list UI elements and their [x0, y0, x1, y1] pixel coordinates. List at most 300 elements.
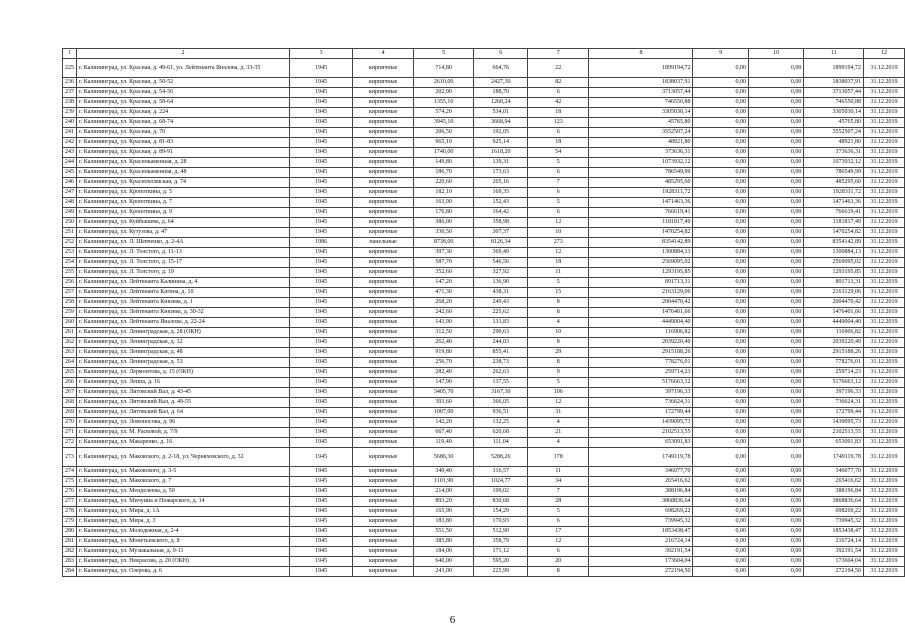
table-cell: 259714,23: [804, 368, 864, 378]
table-cell: г. Калининград, ул. Лермонтова, д. 15 (ОКН): [77, 368, 290, 378]
table-cell: 393,60: [413, 398, 474, 408]
table-cell: 265416,62: [804, 477, 864, 487]
table-cell: 176,80: [413, 208, 474, 218]
table-cell: 1749119,78: [589, 448, 693, 467]
table-cell: 272: [63, 438, 77, 448]
table-cell: 1945: [289, 467, 352, 477]
table-cell: 170,93: [474, 517, 528, 527]
table-cell: 240: [63, 118, 77, 128]
table-cell: 31.12.2019: [864, 308, 905, 318]
table-cell: 1073932,12: [589, 158, 693, 168]
table-cell: 268: [63, 398, 77, 408]
table-cell: г. Калининград, ул. Маковского, д. 3-5: [77, 467, 290, 477]
table-cell: кирпичные: [353, 198, 414, 208]
column-number-cell: 1: [63, 49, 77, 59]
table-cell: г. Калининград, ул. Красная, д. 54-56: [77, 88, 290, 98]
table-cell: кирпичные: [353, 378, 414, 388]
table-cell: 3868836,64: [804, 497, 864, 507]
table-cell: 0,00: [693, 328, 748, 338]
table-cell: 746550,88: [589, 98, 693, 108]
table-cell: 5: [528, 378, 589, 388]
table-cell: 31.12.2019: [864, 188, 905, 198]
column-number-cell: 6: [474, 49, 528, 59]
table-cell: 31.12.2019: [864, 557, 905, 567]
table-cell: 0,00: [748, 438, 803, 448]
table-cell: 259: [63, 308, 77, 318]
table-cell: 1945: [289, 408, 352, 418]
table-cell: г. Калининград, ул. Кутузова, д. 47: [77, 228, 290, 238]
table-cell: 316,57: [474, 467, 528, 477]
page-number: 6: [449, 614, 456, 626]
table-row: [63, 418, 905, 428]
table-cell: кирпичные: [353, 178, 414, 188]
table-cell: 265: [63, 368, 77, 378]
table-cell: 252: [63, 238, 77, 248]
table-cell: 269: [63, 408, 77, 418]
table-cell: 257: [63, 288, 77, 298]
table-cell: кирпичные: [353, 318, 414, 328]
table-cell: 1945: [289, 358, 352, 368]
table-cell: 272194,50: [804, 567, 864, 577]
table-cell: 31.12.2019: [864, 448, 905, 467]
table-cell: 0,00: [748, 78, 803, 88]
table-cell: 15: [528, 288, 589, 298]
table-cell: кирпичные: [353, 268, 414, 278]
table-cell: 182,10: [413, 188, 474, 198]
table-row: [63, 268, 905, 278]
table-cell: 1471463,36: [589, 198, 693, 208]
table-cell: 0,00: [748, 158, 803, 168]
table-cell: г. Калининград, ул. Маковского, д. 7: [77, 477, 290, 487]
table-cell: 242: [63, 138, 77, 148]
table-cell: г. Калининград, ул. Красная, д. 49-61, ул. Лейтенанта Яналова, д. 33-35: [77, 59, 290, 78]
table-cell: 1899194,72: [804, 59, 864, 78]
table-row: [63, 208, 905, 218]
table-cell: 31.12.2019: [864, 398, 905, 408]
table-cell: 0,00: [693, 408, 748, 418]
table-cell: 0,00: [748, 368, 803, 378]
table-cell: 6: [528, 168, 589, 178]
table-cell: 714,80: [413, 59, 474, 78]
table-cell: 698269,22: [804, 507, 864, 517]
table-cell: 1945: [289, 527, 352, 537]
table-cell: 3713057,44: [804, 88, 864, 98]
table-cell: кирпичные: [353, 148, 414, 158]
table-cell: 239: [63, 108, 77, 118]
table-cell: 0,00: [748, 507, 803, 517]
table-cell: 263: [63, 348, 77, 358]
table-row: [63, 248, 905, 258]
table-cell: г. Калининград, ул. Менделеева, д. 50: [77, 487, 290, 497]
column-number-cell: 2: [77, 49, 290, 59]
table-cell: 3713057,44: [589, 88, 693, 98]
table-cell: г. Калининград, ул. Кропоткина, д. 9: [77, 208, 290, 218]
table-cell: 31.12.2019: [864, 527, 905, 537]
table-cell: 1293195,85: [589, 268, 693, 278]
table-cell: 2039220,49: [804, 338, 864, 348]
table-cell: 1928311,72: [589, 188, 693, 198]
table-cell: кирпичные: [353, 507, 414, 517]
table-cell: 1853438,47: [589, 527, 693, 537]
table-cell: 0,00: [748, 348, 803, 358]
table-cell: 0,00: [748, 138, 803, 148]
table-cell: 31.12.2019: [864, 168, 905, 178]
table-cell: 282,40: [413, 368, 474, 378]
table-cell: 1838037,91: [804, 78, 864, 88]
table-cell: 1945: [289, 218, 352, 228]
table-cell: кирпичные: [353, 298, 414, 308]
table-cell: 2163129,06: [804, 288, 864, 298]
table-cell: 8: [528, 567, 589, 577]
table-cell: 169,35: [474, 188, 528, 198]
table-cell: 1945: [289, 428, 352, 438]
table-cell: г. Калининград, ул. Ленинградская, д. 28 (ОКН): [77, 328, 290, 338]
table-cell: кирпичные: [353, 288, 414, 298]
table-cell: 245: [63, 168, 77, 178]
table-cell: 147,20: [413, 278, 474, 288]
table-cell: 266: [63, 378, 77, 388]
table-cell: г. Калининград, ул. Краснокаменная, д. 28: [77, 158, 290, 168]
table-cell: 238,73: [474, 358, 528, 368]
table-cell: 165,90: [413, 507, 474, 517]
column-number-cell: 12: [864, 49, 905, 59]
table-cell: 1355,10: [413, 98, 474, 108]
table-cell: 546,56: [474, 258, 528, 268]
table-cell: 4449004,40: [589, 318, 693, 328]
table-cell: 786549,99: [804, 168, 864, 178]
table-cell: 0,00: [748, 388, 803, 398]
table-cell: 0,00: [693, 78, 748, 88]
table-cell: 12: [528, 218, 589, 228]
table-cell: 698269,22: [589, 507, 693, 517]
table-cell: 366,05: [474, 398, 528, 408]
table-cell: кирпичные: [353, 328, 414, 338]
table-cell: 1945: [289, 208, 352, 218]
table-cell: 1945: [289, 448, 352, 467]
table-cell: 8: [528, 308, 589, 318]
table-cell: 2102513,55: [589, 428, 693, 438]
table-cell: 116906,82: [804, 328, 864, 338]
table-cell: 31.12.2019: [864, 487, 905, 497]
table-cell: 1260,24: [474, 98, 528, 108]
table-row: [63, 358, 905, 368]
table-cell: 31.12.2019: [864, 368, 905, 378]
table-cell: 3552507,24: [589, 128, 693, 138]
table-cell: 0,00: [693, 108, 748, 118]
table-cell: 0,00: [693, 438, 748, 448]
table-cell: кирпичные: [353, 477, 414, 487]
table-cell: 54: [528, 148, 589, 158]
table-cell: 5176663,12: [804, 378, 864, 388]
table-cell: 485295,60: [589, 178, 693, 188]
table-cell: 0,00: [748, 118, 803, 128]
table-cell: 358,98: [474, 218, 528, 228]
table-cell: 438,31: [474, 288, 528, 298]
table-cell: 18: [528, 138, 589, 148]
table-cell: 0,00: [748, 88, 803, 98]
table-cell: 0,00: [748, 208, 803, 218]
table-cell: г. Калининград, ул. Литовский Вал, д. 43-45: [77, 388, 290, 398]
table-cell: 0,00: [693, 88, 748, 98]
table-cell: 0,00: [693, 268, 748, 278]
table-cell: 2610,00: [413, 78, 474, 88]
table-cell: 0,00: [693, 467, 748, 477]
table-cell: 8: [528, 338, 589, 348]
table-cell: 1476401,66: [804, 308, 864, 318]
table-cell: 274: [63, 467, 77, 477]
table-cell: 31.12.2019: [864, 98, 905, 108]
table-cell: 369,49: [474, 248, 528, 258]
table-cell: 31.12.2019: [864, 567, 905, 577]
table-cell: 373636,31: [589, 148, 693, 158]
table-cell: 6: [528, 88, 589, 98]
table-cell: 136,90: [474, 278, 528, 288]
table-cell: 11: [528, 268, 589, 278]
table-cell: 8: [528, 358, 589, 368]
table-cell: 653091,83: [589, 438, 693, 448]
table-cell: 3405,70: [413, 388, 474, 398]
table-cell: 256: [63, 278, 77, 288]
table-cell: г. Калининград, ул. Литовский Вал, д. 49-55: [77, 398, 290, 408]
table-cell: 512,90: [474, 527, 528, 537]
table-cell: 352,60: [413, 268, 474, 278]
table-cell: 0,00: [748, 59, 803, 78]
table-row: [63, 128, 905, 138]
table-cell: 244,03: [474, 338, 528, 348]
table-cell: 31.12.2019: [864, 467, 905, 477]
table-cell: кирпичные: [353, 487, 414, 497]
table-cell: 34: [528, 477, 589, 487]
table-cell: г. Калининград, ул. Кропоткина, д. 5: [77, 188, 290, 198]
table-cell: кирпичные: [353, 308, 414, 318]
table-cell: 0,00: [748, 238, 803, 248]
housing-register-table: [62, 48, 905, 577]
table-cell: кирпичные: [353, 78, 414, 88]
table-cell: 0,00: [748, 567, 803, 577]
table-cell: 0,00: [693, 448, 748, 467]
table-cell: кирпичные: [353, 537, 414, 547]
table-cell: 147,90: [413, 378, 474, 388]
table-cell: 273: [63, 448, 77, 467]
table-cell: г. Калининград, ул. Красная, д. 70: [77, 128, 290, 138]
table-cell: 2915188,26: [804, 348, 864, 358]
table-cell: 1945: [289, 78, 352, 88]
table-cell: 0,00: [748, 537, 803, 547]
table-cell: 249: [63, 208, 77, 218]
table-cell: 0,00: [748, 497, 803, 507]
column-number-cell: 11: [804, 49, 864, 59]
table-cell: г. Калининград, ул. Куйбышева, д. 64: [77, 218, 290, 228]
table-row: [63, 547, 905, 557]
table-cell: кирпичные: [353, 497, 414, 507]
table-cell: 225,99: [474, 567, 528, 577]
table-cell: 31.12.2019: [864, 348, 905, 358]
table-cell: 919,80: [413, 348, 474, 358]
table-cell: 0,00: [693, 497, 748, 507]
column-number-cell: 10: [748, 49, 803, 59]
table-cell: 31.12.2019: [864, 388, 905, 398]
table-cell: 1945: [289, 298, 352, 308]
table-cell: 262: [63, 338, 77, 348]
table-cell: 620,68: [474, 428, 528, 438]
table-cell: 216724,14: [804, 537, 864, 547]
table-cell: 1945: [289, 278, 352, 288]
table-cell: 0,00: [748, 248, 803, 258]
table-cell: 4: [528, 418, 589, 428]
table-cell: 173,63: [474, 168, 528, 178]
table-cell: 243,00: [413, 567, 474, 577]
table-cell: 1945: [289, 338, 352, 348]
table-cell: 45765,80: [589, 118, 693, 128]
table-cell: 1300884,13: [804, 248, 864, 258]
table-cell: 18: [528, 258, 589, 268]
table-cell: 0,00: [693, 527, 748, 537]
table-cell: кирпичные: [353, 448, 414, 467]
table-cell: кирпичные: [353, 138, 414, 148]
table-cell: кирпичные: [353, 567, 414, 577]
table-cell: 119,40: [413, 438, 474, 448]
table-cell: 2163129,06: [589, 288, 693, 298]
table-cell: 243: [63, 148, 77, 158]
table-cell: г. Калининград, ул. Красная, д. 58-64: [77, 98, 290, 108]
table-row: [63, 507, 905, 517]
table-cell: 142,20: [413, 418, 474, 428]
table-cell: 1899194,72: [589, 59, 693, 78]
table-cell: 0,00: [693, 138, 748, 148]
table-cell: г. Калининград, ул. Мира, д. 1А: [77, 507, 290, 517]
table-cell: 5: [528, 198, 589, 208]
table-cell: 31.12.2019: [864, 258, 905, 268]
table-row: [63, 318, 905, 328]
table-cell: 307,37: [474, 228, 528, 238]
table-cell: 4449004,40: [804, 318, 864, 328]
table-cell: 1945: [289, 438, 352, 448]
table-cell: г. Калининград, ул. Монетьевского, д. 8: [77, 537, 290, 547]
table-cell: 6: [528, 208, 589, 218]
table-cell: 171,12: [474, 547, 528, 557]
table-cell: 10: [528, 228, 589, 238]
table-cell: 1945: [289, 487, 352, 497]
table-cell: 5288,26: [474, 448, 528, 467]
table-cell: 0,00: [748, 298, 803, 308]
table-cell: 42: [528, 98, 589, 108]
table-row: [63, 178, 905, 188]
table-cell: 0,00: [693, 98, 748, 108]
table-cell: 1945: [289, 517, 352, 527]
table-cell: г. Калининград, ул. Ленинградская, д. 48: [77, 348, 290, 358]
table-cell: г. Калининград, ул. Мичуина и Пожарского, д. 14: [77, 497, 290, 507]
table-cell: 1945: [289, 98, 352, 108]
table-cell: 346077,70: [589, 467, 693, 477]
table-cell: 1945: [289, 158, 352, 168]
table-cell: 152,43: [474, 198, 528, 208]
table-cell: г. Калининград, ул. Некрасова, д. 20 (ОКН): [77, 557, 290, 567]
table-cell: 238: [63, 98, 77, 108]
table-cell: г. Калининград, ул. Краснохолмская, д. 74: [77, 178, 290, 188]
table-cell: 3868836,64: [589, 497, 693, 507]
table-cell: 173604,04: [804, 557, 864, 567]
table-cell: 248: [63, 198, 77, 208]
table-cell: 0,00: [693, 318, 748, 328]
table-cell: 31.12.2019: [864, 138, 905, 148]
table-cell: 0,00: [693, 338, 748, 348]
table-cell: 277: [63, 497, 77, 507]
table-cell: 312,50: [413, 328, 474, 338]
table-cell: 0,00: [748, 188, 803, 198]
table-cell: кирпичные: [353, 358, 414, 368]
table-row: [63, 557, 905, 567]
table-cell: 2004470,42: [589, 298, 693, 308]
table-cell: 31.12.2019: [864, 318, 905, 328]
table-cell: 0,00: [693, 388, 748, 398]
table-cell: г. Калининград, ул. Красная, д. 89-91: [77, 148, 290, 158]
table-cell: 31.12.2019: [864, 118, 905, 128]
table-row: [63, 78, 905, 88]
table-cell: г. Калининград, ул. М. Расковой, д. 7/9: [77, 428, 290, 438]
table-cell: 206,50: [413, 128, 474, 138]
table-cell: кирпичные: [353, 278, 414, 288]
table-cell: 1293195,85: [804, 268, 864, 278]
table-cell: 534,01: [474, 108, 528, 118]
table-cell: г. Калининград, ул. Лейтенанта Яналова, д. 22-24: [77, 318, 290, 328]
table-cell: 595,20: [474, 557, 528, 567]
table-cell: 8738,00: [413, 238, 474, 248]
table-cell: 485295,60: [804, 178, 864, 188]
table-row: [63, 328, 905, 338]
table-cell: 1749119,78: [804, 448, 864, 467]
table-cell: 3945,10: [413, 118, 474, 128]
table-cell: 0,00: [748, 547, 803, 557]
table-cell: 471,30: [413, 288, 474, 298]
table-cell: 216724,14: [589, 537, 693, 547]
table-cell: 12: [528, 537, 589, 547]
table-cell: 0,00: [693, 557, 748, 567]
table-cell: г. Калининград, ул. Л. Шевченко, д. 2-4А: [77, 238, 290, 248]
table-cell: 0,00: [748, 477, 803, 487]
table-row: [63, 148, 905, 158]
table-cell: 5686,30: [413, 448, 474, 467]
table-cell: 0,00: [748, 378, 803, 388]
table-cell: 137,55: [474, 378, 528, 388]
table-cell: 0,00: [693, 348, 748, 358]
table-cell: 0,00: [748, 338, 803, 348]
table-cell: 2102513,55: [804, 428, 864, 438]
table-cell: 0,00: [748, 517, 803, 527]
table-cell: 241: [63, 128, 77, 138]
table-cell: 31.12.2019: [864, 238, 905, 248]
table-cell: 574,20: [413, 108, 474, 118]
table-cell: кирпичные: [353, 517, 414, 527]
table-cell: 891713,31: [804, 278, 864, 288]
table-cell: 178: [528, 448, 589, 467]
table-cell: 5176663,12: [589, 378, 693, 388]
table-cell: 0,00: [748, 108, 803, 118]
table-cell: 31.12.2019: [864, 428, 905, 438]
table-cell: 0,00: [693, 507, 748, 517]
table-cell: кирпичные: [353, 88, 414, 98]
table-cell: 0,00: [693, 188, 748, 198]
table-cell: кирпичные: [353, 388, 414, 398]
table-cell: 739945,32: [804, 517, 864, 527]
table-cell: 736624,31: [589, 398, 693, 408]
table-cell: 739945,32: [589, 517, 693, 527]
table-cell: 1945: [289, 308, 352, 318]
table-cell: г. Калининград, ул. Лейтенанта Князева, д. 1: [77, 298, 290, 308]
table-cell: 1945: [289, 497, 352, 507]
table-cell: 31.12.2019: [864, 477, 905, 487]
table-cell: 1470254,82: [804, 228, 864, 238]
table-cell: 17: [528, 527, 589, 537]
